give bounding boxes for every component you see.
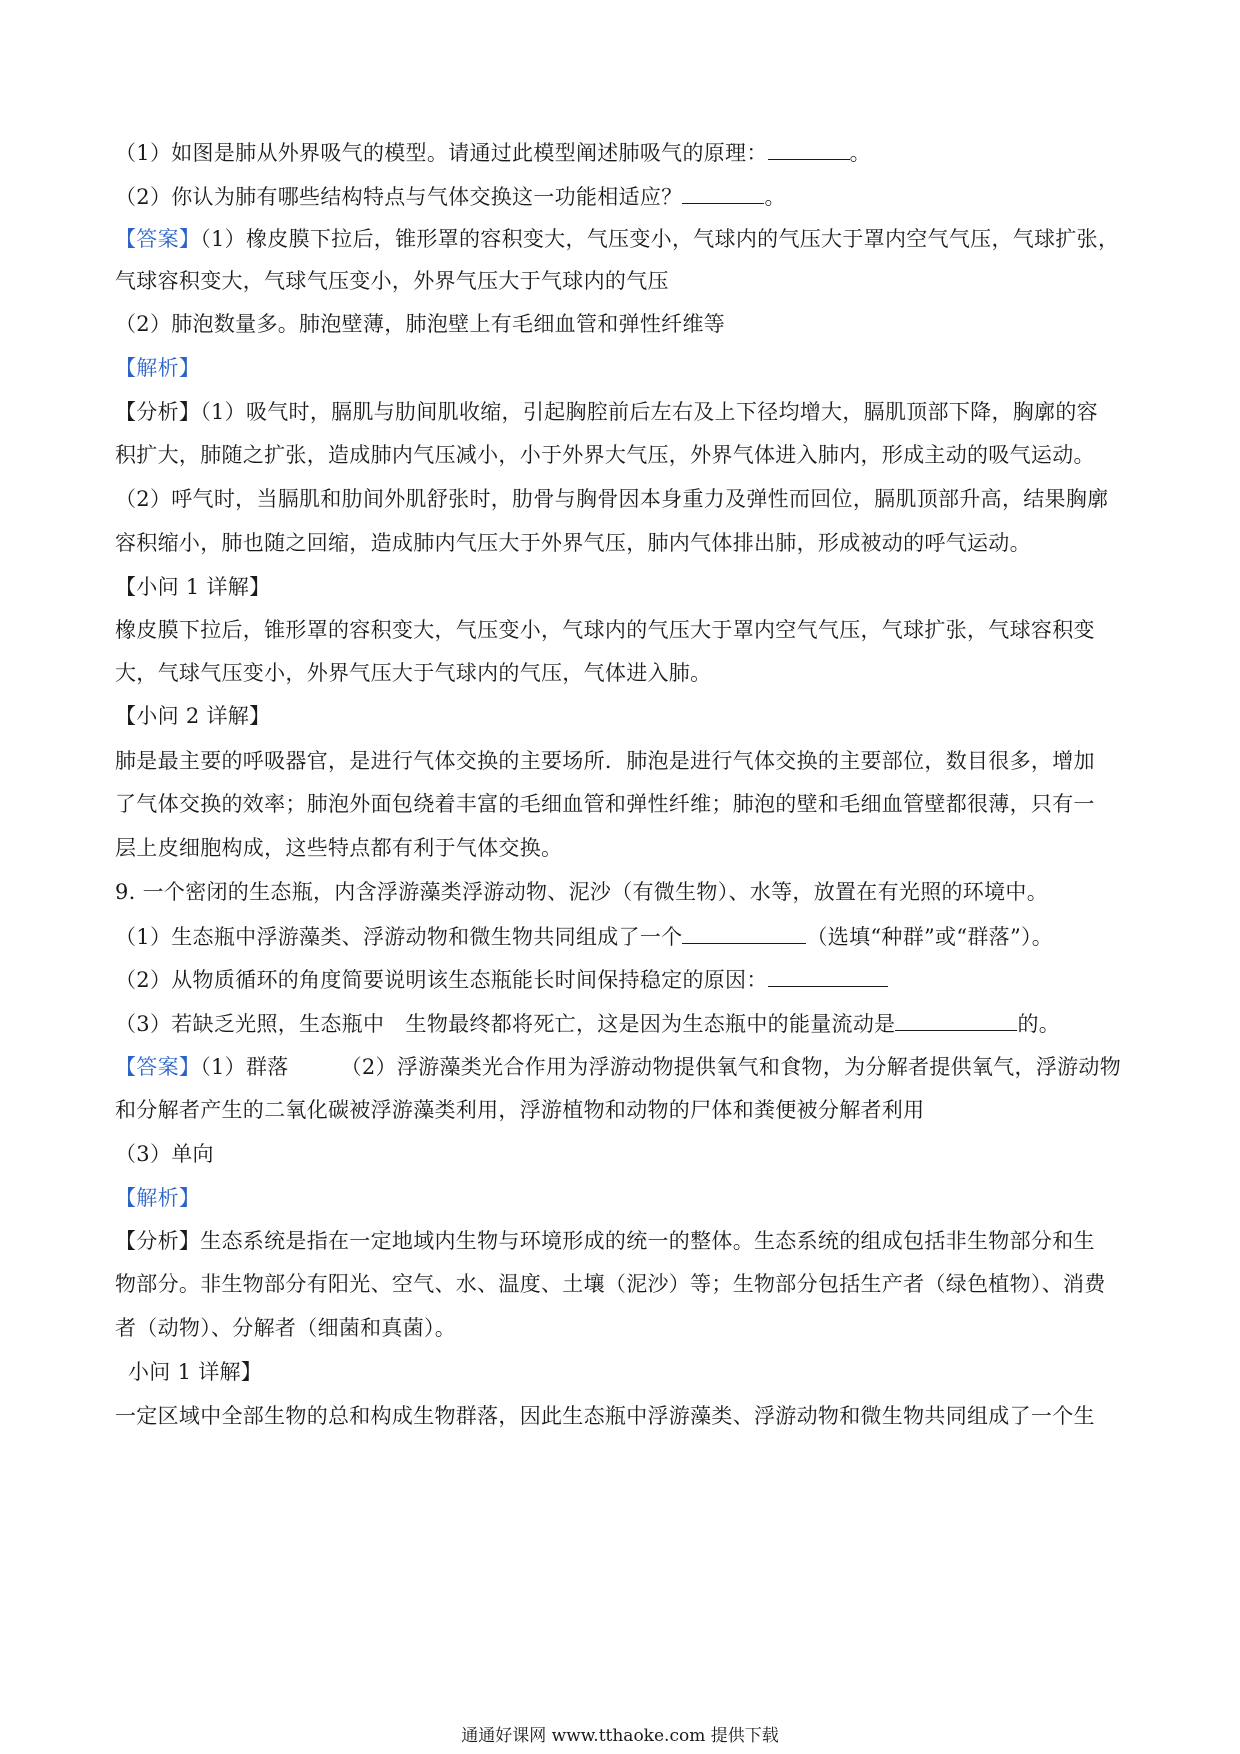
q9-answer-line-1: [115, 1052, 1135, 1082]
q9-answer-3: （3）单向: [115, 1142, 214, 1166]
q9-answer-2a: （2）浮游藻类光合作用为浮游动物提供氧气和食物，为分解者提供氧气，浮游动物: [340, 1055, 1122, 1079]
q9-analysis-b: 物部分。非生物部分有阳光、空气、水、温度、土壤（泥沙）等；生物部分包括生产者（绿色植物）、消费: [115, 1272, 1106, 1296]
q9-sub1-title: 小问 1 详解】: [128, 1360, 263, 1384]
q9-answer-2b: 和分解者产生的二氧化碳被浮游藻类利用，浮游植物和动物的尸体和粪便被分解者利用: [115, 1098, 925, 1122]
q8-sub2-b: 了气体交换的效率；肺泡外面包绕着丰富的毛细血管和弹性纤维；肺泡的壁和毛细血管壁都很薄，只有一: [115, 792, 1095, 816]
q9-part1-text: （1）生态瓶中浮游藻类、浮游动物和微生物共同组成了一个: [115, 925, 683, 949]
q9-part2-text: （2）从物质循环的角度简要说明该生态瓶能长时间保持稳定的原因：: [115, 968, 768, 992]
answer-blank: [682, 181, 764, 204]
q8-answer-2: （2）肺泡数量多。肺泡壁薄，肺泡壁上有毛细血管和弹性纤维等: [115, 312, 726, 336]
answer-blank: [682, 921, 806, 944]
q9-answer-1: （1）群落: [200, 1055, 289, 1079]
q8-part1: [115, 137, 1135, 168]
q9-part2: [115, 964, 1135, 995]
q9-analysis-a: 【分析】生态系统是指在一定地域内生物与环境形成的统一的整体。生态系统的组成包括非生物部分和生: [115, 1229, 1095, 1253]
q8-part2: [115, 181, 1135, 212]
q8-analysis-2a: （2）呼气时，当膈肌和肋间外肌舒张时，肋骨与胸骨因本身重力及弹性而回位，膈肌顶部升高，结果胸廓: [115, 487, 1109, 511]
q9-stem: 9. 一个密闭的生态瓶，内含浮游藻类浮游动物、泥沙（有微生物）、水等，放置在有光照的环境中。: [115, 880, 1049, 904]
q8-analysis-1b: 积扩大，肺随之扩张，造成肺内气压减小，小于外界大气压，外界气体进入肺内，形成主动的吸气运动。: [115, 443, 1095, 467]
q9-part3: [115, 1008, 1135, 1039]
q9-sub1-a: 一定区域中全部生物的总和构成生物群落，因此生态瓶中浮游藻类、浮游动物和微生物共同组成了一个生: [115, 1404, 1095, 1428]
q8-answer-1b: 气球容积变大，气球气压变小，外界气压大于气球内的气压: [115, 269, 669, 293]
q8-answer-line-1: [115, 224, 1135, 254]
page-footer: 通通好课网 www.tthaoke.com 提供下载: [461, 1726, 779, 1746]
q9-part1: [115, 921, 1135, 952]
answer-label: 【答案】: [115, 1055, 201, 1079]
answer-blank: [768, 137, 850, 160]
q8-part1-text: （1）如图是肺从外界吸气的模型。请通过此模型阐述肺吸气的原理：: [115, 141, 768, 165]
q8-part1-end: 。: [849, 141, 871, 165]
answer-label: 【答案】: [115, 227, 201, 251]
q8-analysis-1a: 【分析】（1）吸气时，膈肌与肋间肌收缩，引起胸腔前后左右及上下径均增大，膈肌顶部下降，胸廓的容: [115, 400, 1098, 424]
q8-part2-end: 。: [764, 185, 786, 209]
q8-sub1-a: 橡皮膜下拉后，锥形罩的容积变大，气压变小，气球内的气压大于罩内空气气压，气球扩张，气球容积变: [115, 618, 1095, 642]
q8-part2-text: （2）你认为肺有哪些结构特点与气体交换这一功能相适应？: [115, 185, 683, 209]
q9-part3-text: （3）若缺乏光照，生态瓶中 生物最终都将死亡，这是因为生态瓶中的能量流动是: [115, 1012, 896, 1036]
q9-part1-end: （选填“种群”或“群落”）。: [806, 925, 1054, 949]
analysis-label: 【解析】: [115, 356, 201, 380]
q8-sub2-title: 【小问 2 详解】: [115, 704, 271, 728]
answer-blank: [895, 1008, 1017, 1031]
q8-sub2-a: 肺是最主要的呼吸器官，是进行气体交换的主要场所．肺泡是进行气体交换的主要部位，数目很多，增加: [115, 749, 1095, 773]
q8-answer-1a: （1）橡皮膜下拉后，锥形罩的容积变大，气压变小，气球内的气压大于罩内空气气压，气球扩张，: [200, 227, 1120, 251]
q8-analysis-2b: 容积缩小，肺也随之回缩，造成肺内气压大于外界气压，肺内气体排出肺，形成被动的呼气运动。: [115, 531, 1031, 555]
q8-sub2-c: 层上皮细胞构成，这些特点都有利于气体交换。: [115, 836, 563, 860]
q8-sub1-b: 大，气球气压变小，外界气压大于气球内的气压，气体进入肺。: [115, 661, 712, 685]
q9-part3-end: 的。: [1017, 1012, 1061, 1036]
q9-analysis-c: 者（动物）、分解者（细菌和真菌）。: [115, 1316, 457, 1340]
analysis-label: 【解析】: [115, 1186, 201, 1210]
q8-sub1-title: 【小问 1 详解】: [115, 575, 271, 599]
answer-blank: [768, 964, 888, 987]
